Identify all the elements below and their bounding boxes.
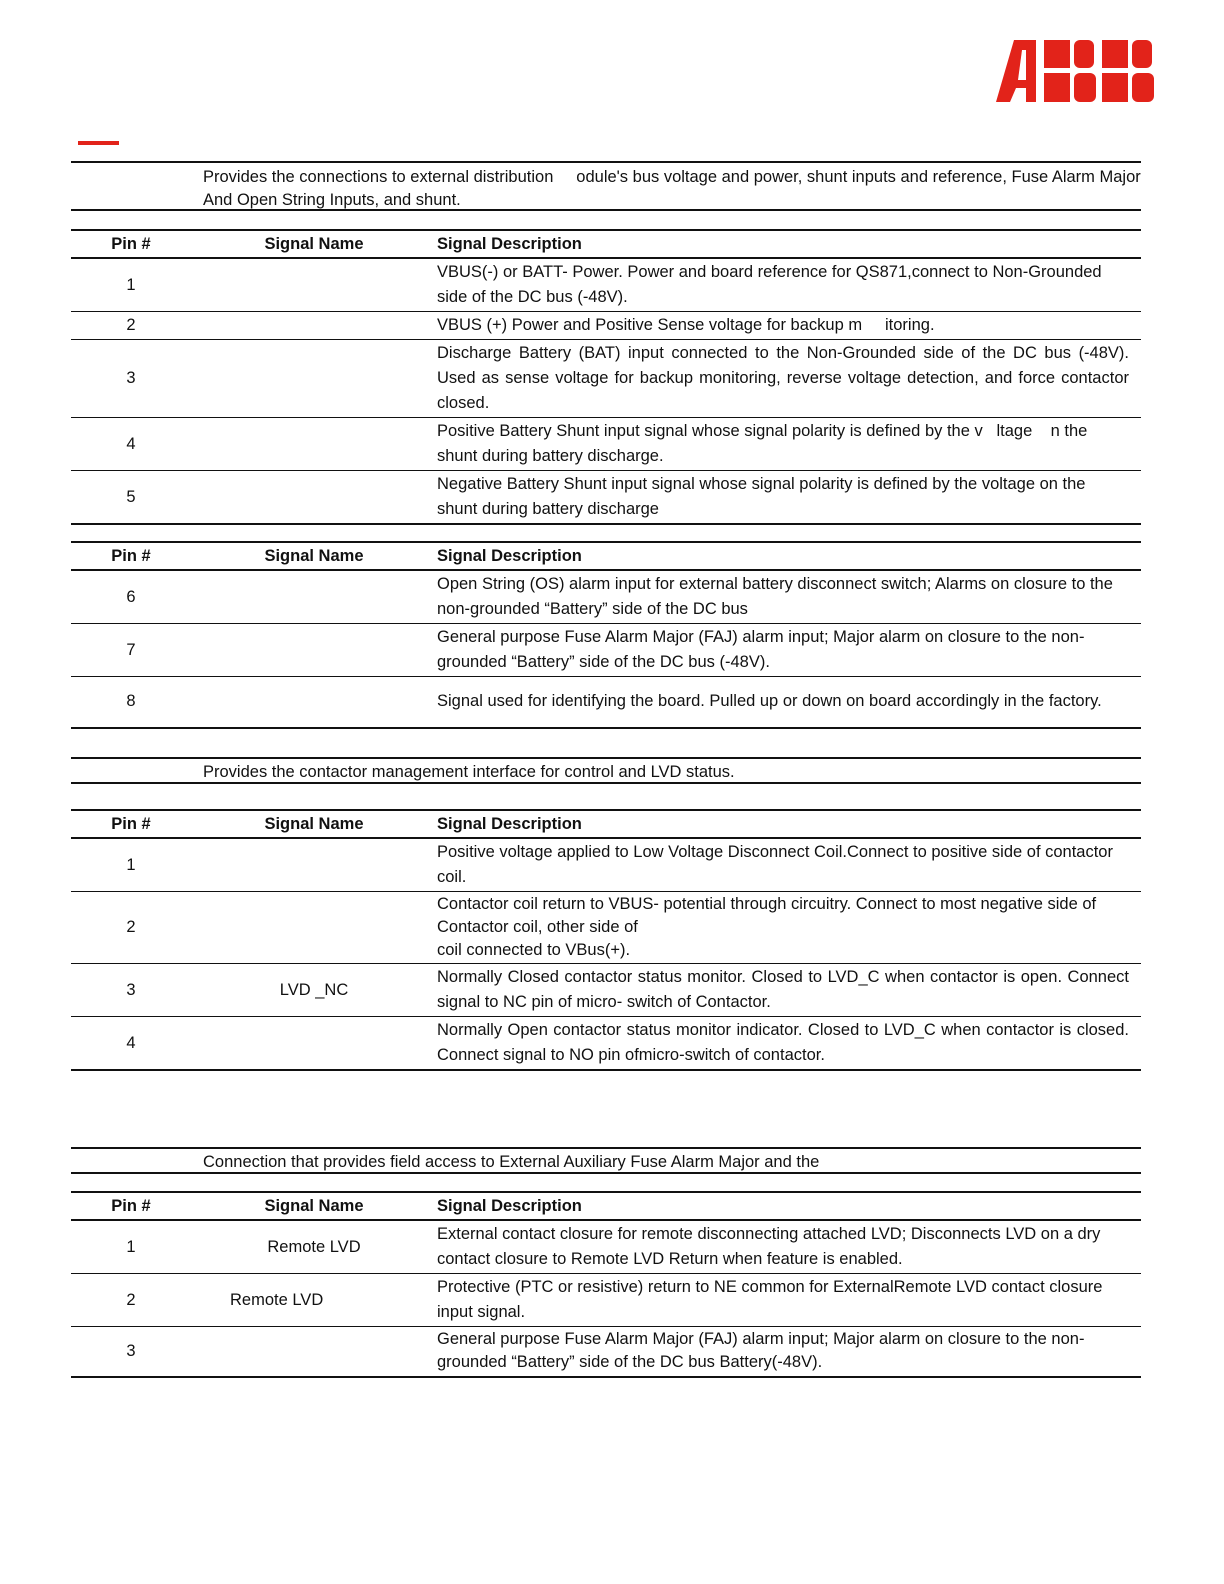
signal-name bbox=[191, 1327, 437, 1377]
table-row bbox=[71, 1017, 1141, 1071]
header-signal-name: Signal Name bbox=[264, 814, 364, 833]
signal-description: External contact closure for remote disconnecting attached LVD; Disconnects LVD on a dry contact closure to Remote LVD Return when feature is enabled. bbox=[437, 1225, 1101, 1268]
header-pin: Pin # bbox=[111, 234, 151, 253]
section-intro bbox=[71, 757, 1141, 784]
signal-name bbox=[191, 258, 437, 312]
pin-number: 1 bbox=[126, 275, 136, 294]
signal-description-line: coil connected to VBus(+). bbox=[437, 941, 631, 959]
header-signal-description: Signal Description bbox=[437, 1196, 582, 1215]
table-row bbox=[71, 1274, 1141, 1327]
signal-name bbox=[191, 471, 437, 525]
intro-text: Connection that provides field access to External Auxiliary Fuse Alarm Major and the bbox=[203, 1153, 820, 1171]
pin-number: 7 bbox=[126, 640, 136, 659]
signal-description: General purpose Fuse Alarm Major (FAJ) alarm input; Major alarm on closure to the non-grounded “Battery” side of the DC bus (-48V). bbox=[437, 628, 1085, 671]
signal-description: Positive voltage applied to Low Voltage Disconnect Coil.Connect to positive side of contactor coil. bbox=[437, 843, 1113, 886]
signal-description: Normally Open contactor status monitor indicator. Closed to LVD_C when contactor is closed. Connect signal to NO pin ofmicro-switch of contactor. bbox=[437, 1021, 1129, 1064]
signal-description: VBUS (+) Power and Positive Sense voltage for backup m itoring. bbox=[437, 316, 935, 334]
signal-name bbox=[191, 624, 437, 677]
table-row bbox=[71, 1327, 1141, 1377]
table-row bbox=[71, 838, 1141, 892]
signal-name bbox=[191, 1017, 437, 1071]
pin-number: 3 bbox=[126, 1341, 136, 1360]
pin-number: 5 bbox=[126, 487, 136, 506]
header-signal-description: Signal Description bbox=[437, 546, 582, 565]
header-signal-name: Signal Name bbox=[264, 234, 364, 253]
header-signal-description: Signal Description bbox=[437, 234, 582, 253]
signal-name bbox=[191, 570, 437, 624]
section-intro bbox=[71, 161, 1141, 211]
signal-description-line: Contactor coil return to VBUS- potential through circuitry. Connect to most negative side of Contactor coil, other side of bbox=[437, 895, 1097, 936]
signal-description: Normally Closed contactor status monitor. Closed to LVD_C when contactor is open. Connect signal to NC pin of micro- switch of Contactor. bbox=[437, 968, 1129, 1011]
table-row bbox=[71, 892, 1141, 964]
signal-description: Signal used for identifying the board. Pulled up or down on board accordingly in the factory. bbox=[437, 692, 1102, 711]
accent-bar bbox=[78, 141, 119, 145]
table-row bbox=[71, 471, 1141, 525]
table-header-row bbox=[71, 810, 1141, 838]
header-pin: Pin # bbox=[111, 1196, 151, 1215]
signal-description: Positive Battery Shunt input signal whose signal polarity is defined by the v ltage n the shunt during battery discharge. bbox=[437, 422, 1088, 465]
signal-name: LVD _NC bbox=[279, 980, 349, 999]
signal-name bbox=[191, 838, 437, 892]
pin-number: 2 bbox=[126, 316, 136, 334]
table-row bbox=[71, 964, 1141, 1017]
pin-number: 4 bbox=[126, 1033, 136, 1052]
section-intro bbox=[71, 1147, 1141, 1174]
signal-description: Discharge Battery (BAT) input connected to the Non-Grounded side of the DC bus (-48V). Used as sense voltage for backup monitoring, reverse voltage detection, and force contactor closed. bbox=[437, 344, 1129, 412]
table-row bbox=[71, 340, 1141, 418]
signal-name bbox=[191, 418, 437, 471]
table-row bbox=[71, 312, 1141, 340]
signal-name: Remote LVD bbox=[267, 1237, 361, 1256]
signal-description bbox=[437, 892, 1141, 964]
signal-name bbox=[191, 340, 437, 418]
table-row bbox=[71, 418, 1141, 471]
table-row bbox=[71, 624, 1141, 677]
table-header-row bbox=[71, 1192, 1141, 1220]
header-pin: Pin # bbox=[111, 546, 151, 565]
pin-number: 8 bbox=[126, 692, 136, 711]
table-row bbox=[71, 1220, 1141, 1274]
header-signal-description: Signal Description bbox=[437, 814, 582, 833]
table-header-row bbox=[71, 542, 1141, 570]
pin-number: 1 bbox=[126, 1237, 136, 1256]
signal-name bbox=[191, 892, 437, 964]
signal-description: VBUS(-) or BATT- Power. Power and board reference for QS871,connect to Non-Grounded side of the DC bus (-48V). bbox=[437, 263, 1102, 306]
signal-name bbox=[191, 677, 437, 728]
pin-number: 3 bbox=[126, 369, 136, 387]
intro-text: Provides the contactor management interface for control and LVD status. bbox=[203, 763, 735, 781]
pin-table bbox=[71, 1191, 1141, 1378]
table-row bbox=[71, 570, 1141, 624]
table-row bbox=[71, 677, 1141, 728]
pin-number: 1 bbox=[126, 855, 136, 874]
pin-number: 6 bbox=[126, 587, 136, 606]
intro-text: Provides the connections to external distribution odule's bus voltage and power, shunt inputs and reference, Fuse Alarm Major And Open String Inputs, and shunt. bbox=[203, 168, 1141, 209]
pin-number: 3 bbox=[126, 980, 136, 999]
pin-number: 2 bbox=[126, 1290, 136, 1309]
pin-number: 2 bbox=[126, 918, 136, 936]
table-row bbox=[71, 258, 1141, 312]
pin-number: 4 bbox=[126, 434, 136, 453]
abb-logo bbox=[996, 40, 1156, 102]
signal-description: Protective (PTC or resistive) return to NE common for ExternalRemote LVD contact closure input signal. bbox=[437, 1278, 1103, 1321]
signal-description: Open String (OS) alarm input for external battery disconnect switch; Alarms on closure to the non-grounded “Battery” side of the DC bus bbox=[437, 575, 1113, 618]
pin-table bbox=[71, 229, 1141, 525]
signal-description: General purpose Fuse Alarm Major (FAJ) alarm input; Major alarm on closure to the non-grounded “Battery” side of the DC bus Battery(-48V). bbox=[437, 1330, 1085, 1372]
signal-description: Negative Battery Shunt input signal whose signal polarity is defined by the voltage on the shunt during battery discharge bbox=[437, 475, 1086, 518]
signal-name bbox=[191, 312, 437, 340]
pin-table bbox=[71, 541, 1141, 729]
signal-name: Remote LVD bbox=[230, 1290, 324, 1309]
table-header-row bbox=[71, 230, 1141, 258]
header-signal-name: Signal Name bbox=[264, 1196, 364, 1215]
header-pin: Pin # bbox=[111, 814, 151, 833]
header-signal-name: Signal Name bbox=[264, 546, 364, 565]
pin-table bbox=[71, 809, 1141, 1071]
